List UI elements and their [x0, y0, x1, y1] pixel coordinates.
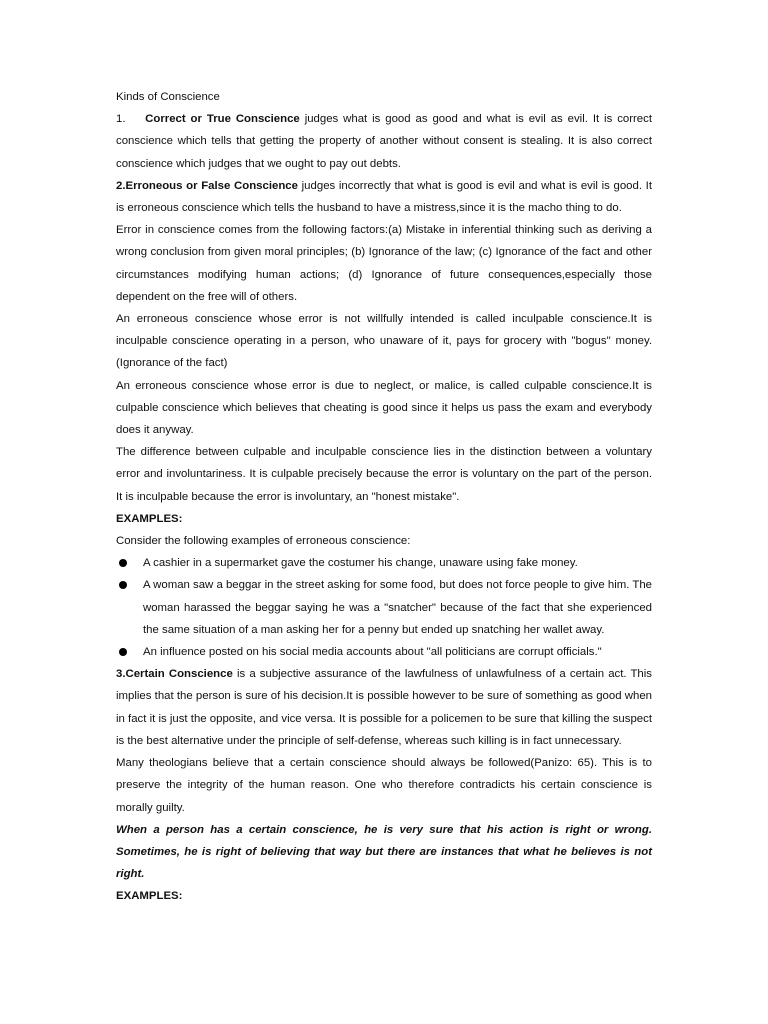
list-item-text: A woman saw a beggar in the street asking for some food, but does not force people to give him. The woman harassed the beggar saying he was a "snatcher" because of the fact that she experienced the same situation of a man asking her for a penny but ended up snatching her wallet away. [143, 579, 652, 636]
paragraph-emphasis: When a person has a certain conscience, he is very sure that his action is right or wrong. Sometimes, he is right of believing that way but there are instances that what he believes is not right. [116, 823, 652, 881]
paragraph-erroneous-conscience [116, 175, 652, 219]
correct-conscience-text: judges what is good as good and what is evil as evil. It is correct conscience which tells that getting the property of another without consent is stealing. It is also correct conscience which judges that we ought to pay out debts. [116, 113, 653, 170]
examples-heading: EXAMPLES: [116, 512, 183, 525]
paragraph-difference: The difference between culpable and inculpable conscience lies in the distinction between a voluntary error and involuntariness. It is culpable precisely because the error is voluntary on the part of the person. It is inculpable because the error is involuntary, an "honest mistake". [116, 446, 652, 503]
term-erroneous-conscience: 2.Erroneous or False Conscience [116, 179, 298, 192]
list-item [116, 574, 652, 641]
paragraph-theologians: Many theologians believe that a certain conscience should always be followed(Panizo: 65). This is to preserve the integrity of the human reason. One who therefore contradicts his certain conscience is morally guilty. [116, 757, 652, 814]
examples-heading-2: EXAMPLES: [116, 890, 183, 903]
paragraph-error-factors: Error in conscience comes from the following factors:(a) Mistake in inferential thinking such as deriving a wrong conclusion from given moral principles; (b) Ignorance of the law; (c) Ignorance of the fact and other circumstances modifying human actions; (d) Ignorance of future consequences,especially those dependent on the free will of others. [116, 224, 652, 303]
list-item-text: An influence posted on his social media accounts about "all politicians are corrupt officials." [143, 646, 602, 659]
paragraph-inculpable: An erroneous conscience whose error is not willfully intended is called inculpable conscience.It is inculpable conscience operating in a person, who unaware of it, pays for grocery with "bogus" money. (Ignorance of the fact) [116, 313, 652, 370]
list-item [116, 552, 652, 574]
bullet-icon [119, 581, 127, 589]
list-item [116, 641, 652, 663]
paragraph-culpable: An erroneous conscience whose error is due to neglect, or malice, is called culpable conscience.It is culpable conscience which believes that cheating is good since it helps us pass the exam and everybody does it anyway. [116, 379, 652, 437]
certain-conscience-text: is a subjective assurance of the lawfulness of unlawfulness of a certain act. This implies that the person is sure of his decision.It is possible however to be sure of something as good when in fact it is just the opposite, and vice versa. It is possible for a policemen to be sure that killing the suspect is the best alternative under the principle of self-defense, whereas such killing is in fact unnecessary. [116, 668, 652, 747]
section-number: 1. [116, 113, 126, 126]
paragraph-correct-conscience [116, 108, 652, 175]
paragraph-certain-conscience [116, 663, 652, 752]
bullet-icon [119, 559, 127, 567]
bullet-icon [119, 648, 127, 656]
examples-intro: Consider the following examples of erroneous conscience: [116, 535, 411, 548]
term-correct-conscience: Correct or True Conscience [145, 113, 300, 126]
term-certain-conscience: 3.Certain Conscience [116, 668, 233, 681]
list-item-text: A cashier in a supermarket gave the costumer his change, unaware using fake money. [143, 557, 578, 570]
examples-list [116, 552, 652, 663]
erroneous-conscience-text: judges incorrectly that what is good is evil and what is evil is good. It is erroneous conscience which tells the husband to have a mistress,since it is the macho thing to do. [116, 179, 652, 215]
document-title: Kinds of Conscience [116, 91, 220, 103]
